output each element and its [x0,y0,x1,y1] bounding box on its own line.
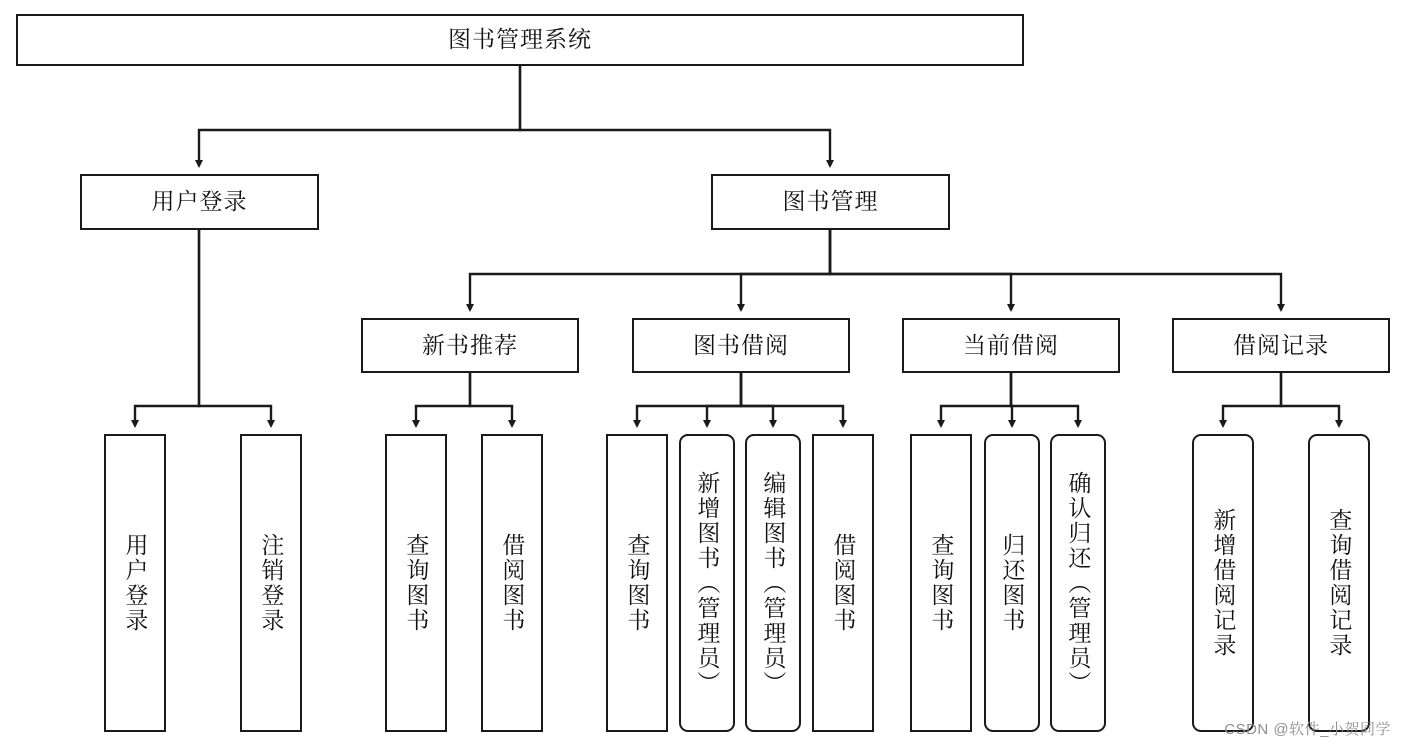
node-confirm: 确认归还（管理员） [1050,434,1106,732]
node-userlogin: 用户登录 [104,434,166,732]
node-b1: 借阅图书 [481,434,543,732]
connector-borrow-to-add [707,373,741,426]
connector-current-to-confirm [1011,373,1078,426]
connector-bookmgmt-to-records [830,230,1281,310]
connector-records-to-qrec [1281,373,1339,426]
node-edit: 编辑图书（管理员） [745,434,801,732]
connector-root-to-bookmgmt [520,66,830,166]
connector-bookmgmt-to-borrow [741,230,830,310]
connector-newbook-to-q1 [416,373,470,426]
node-records: 借阅记录 [1172,318,1390,373]
node-logout: 注销登录 [240,434,302,732]
node-q3: 查询图书 [910,434,972,732]
node-root: 图书管理系统 [16,14,1024,66]
node-newbook: 新书推荐 [361,318,579,373]
node-q1: 查询图书 [385,434,447,732]
connector-borrow-to-q2 [637,373,741,426]
connector-current-to-q3 [941,373,1011,426]
connector-borrow-to-b2 [741,373,843,426]
node-add: 新增图书（管理员） [679,434,735,732]
connector-login-to-userlogin [135,230,199,426]
node-qrec: 查询借阅记录 [1308,434,1370,732]
connector-root-to-login [199,66,520,166]
node-current: 当前借阅 [902,318,1120,373]
node-q2: 查询图书 [606,434,668,732]
node-bookmgmt: 图书管理 [711,174,950,230]
connector-records-to-addrec [1223,373,1281,426]
node-borrow: 图书借阅 [632,318,850,373]
connector-newbook-to-b1 [470,373,512,426]
connector-login-to-logout [199,230,271,426]
node-ret: 归还图书 [984,434,1040,732]
watermark: CSDN @软件_小贺同学 [1224,721,1391,738]
node-b2: 借阅图书 [812,434,874,732]
connector-bookmgmt-to-newbook [470,230,830,310]
node-login: 用户登录 [80,174,319,230]
node-addrec: 新增借阅记录 [1192,434,1254,732]
connector-borrow-to-edit [741,373,773,426]
connector-bookmgmt-to-current [830,230,1011,310]
